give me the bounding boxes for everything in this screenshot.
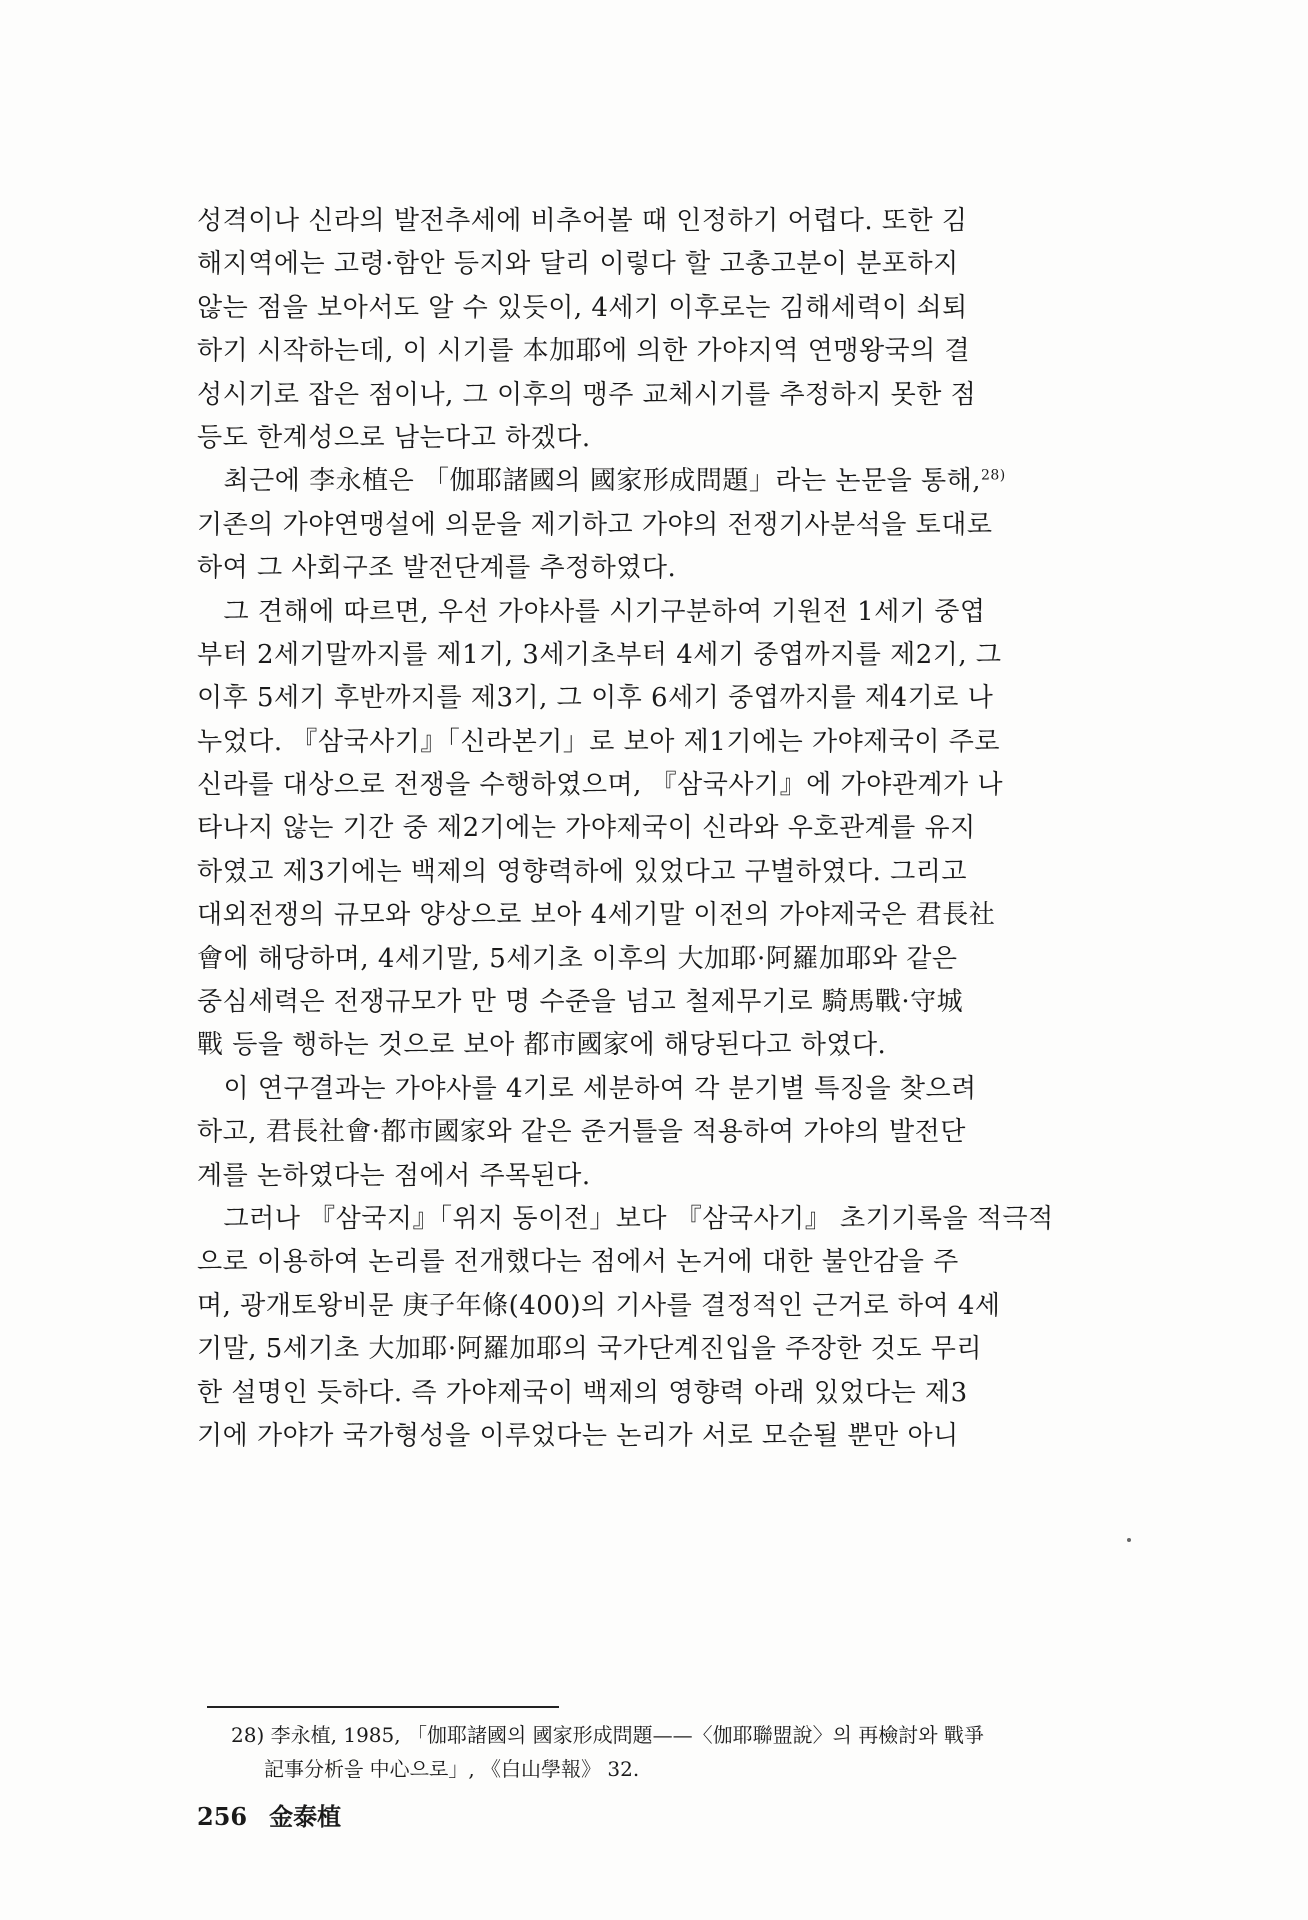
text-line: 이후 5세기 후반까지를 제3기, 그 이후 6세기 중엽까지를 제4기로 나 <box>197 683 994 714</box>
text-line: 해지역에는 고령·함안 등지와 달리 이렇다 할 고총고분이 분포하지 <box>197 249 959 280</box>
text-line: 으로 이용하여 논리를 전개했다는 점에서 논거에 대한 불안감을 주 <box>197 1247 959 1278</box>
text-line: 계를 논하였다는 점에서 주목된다. <box>197 1160 591 1191</box>
text-line: 성격이나 신라의 발전추세에 비추어볼 때 인정하기 어렵다. 또한 김 <box>197 206 968 236</box>
text-line: 대외전쟁의 규모와 양상으로 보아 4세기말 이전의 가야제국은 君長社 <box>197 900 996 931</box>
text-line: 戰 등을 행하는 것으로 보아 都市國家에 해당된다고 하였다. <box>197 1030 887 1061</box>
text-line: 그러나 『삼국지』「위지 동이전」보다 『삼국사기』 초기기록을 적극적 <box>197 1203 1054 1234</box>
text-line: 등도 한계성으로 남는다고 하겠다. <box>197 422 591 453</box>
text-line: 않는 점을 보아서도 알 수 있듯이, 4세기 이후로는 김해세력이 쇠퇴 <box>197 292 968 323</box>
page-number: 256 <box>197 1802 248 1831</box>
text-line: 그 견해에 따르면, 우선 가야사를 시기구분하여 기원전 1세기 중엽 <box>197 596 986 627</box>
footnote-number: 28) <box>231 1723 265 1747</box>
body-text <box>197 200 1147 1458</box>
text-line: 중심세력은 전쟁규모가 만 명 수준을 넘고 철제무기로 騎馬戰·守城 <box>197 987 964 1018</box>
text-line-with-footnote <box>197 460 1147 503</box>
text-line: 누었다. 『삼국사기』「신라본기」로 보아 제1기에는 가야제국이 주로 <box>197 726 1001 757</box>
text-line: 한 설명인 듯하다. 즉 가야제국이 백제의 영향력 아래 있었다는 제3 <box>197 1377 968 1408</box>
text-line: 며, 광개토왕비문 庚子年條(400)의 기사를 결정적인 근거로 하여 4세 <box>197 1290 1001 1321</box>
text-line: 신라를 대상으로 전쟁을 수행하였으며, 『삼국사기』에 가야관계가 나 <box>197 770 1003 801</box>
text-line: 최근에 李永植은 「伽耶諸國의 國家形成問題」라는 논문을 통해, <box>197 466 981 497</box>
text-line: 성시기로 잡은 점이나, 그 이후의 맹주 교체시기를 추정하지 못한 점 <box>197 379 977 410</box>
text-line: 하기 시작하는데, 이 시기를 本加耶에 의한 가야지역 연맹왕국의 결 <box>197 336 971 367</box>
text-line: 이 연구결과는 가야사를 4기로 세분하여 각 분기별 특징을 찾으려 <box>197 1073 977 1104</box>
text-line: 기말, 5세기초 大加耶·阿羅加耶의 국가단계진입을 주장한 것도 무리 <box>197 1334 982 1365</box>
text-line: 타나지 않는 기간 중 제2기에는 가야제국이 신라와 우호관계를 유지 <box>197 813 976 844</box>
running-author: 金泰植 <box>269 1802 342 1831</box>
text-line: 하고, 君長社會·都市國家와 같은 준거틀을 적용하여 가야의 발전단 <box>197 1117 966 1148</box>
text-line: 會에 해당하며, 4세기말, 5세기초 이후의 大加耶·阿羅加耶와 같은 <box>197 943 958 974</box>
footnote-text: 李永植, 1985, 「伽耶諸國의 國家形成問題——〈伽耶聯盟說〉의 再檢討와 戰爭 <box>270 1723 984 1747</box>
scan-speck <box>1127 1538 1131 1542</box>
page-footer <box>197 1797 341 1832</box>
footnotes <box>231 1718 1151 1786</box>
text-line: 기존의 가야연맹설에 의문을 제기하고 가야의 전쟁기사분석을 토대로 <box>197 509 993 540</box>
text-line: 기에 가야가 국가형성을 이루었다는 논리가 서로 모순될 뿐만 아니 <box>197 1420 959 1451</box>
footnote-line <box>231 1752 1151 1786</box>
text-line: 부터 2세기말까지를 제1기, 3세기초부터 4세기 중엽까지를 제2기, 그 <box>197 639 1002 670</box>
footnote-reference[interactable]: 28) <box>980 467 1006 484</box>
text-line: 하여 그 사회구조 발전단계를 추정하였다. <box>197 553 677 584</box>
footnote-line <box>231 1718 1151 1752</box>
text-line: 하였고 제3기에는 백제의 영향력하에 있었다고 구별하였다. 그리고 <box>197 856 968 887</box>
footnote-text: 記事分析을 中心으로」, 《白山學報》 32. <box>264 1757 640 1781</box>
footnote-divider <box>207 1706 559 1708</box>
